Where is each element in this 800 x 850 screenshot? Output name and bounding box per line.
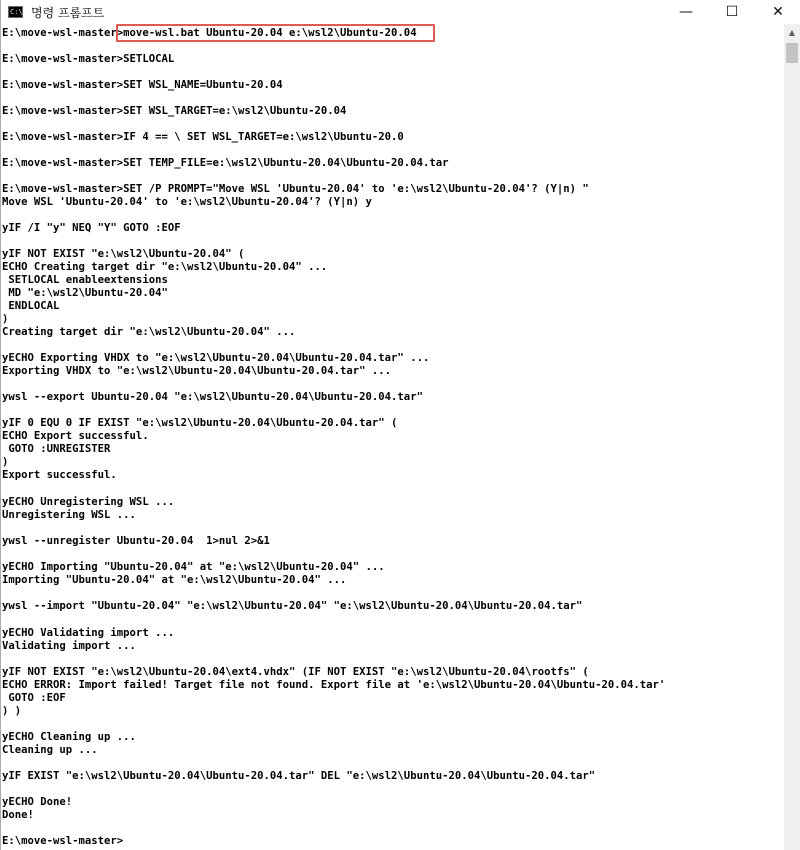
console-line: E:\move-wsl-master>SET /P PROMPT="Move WSL 'Ubuntu-20.04' to 'e:\wsl2\Ubuntu-20.04'? (Y|n) ": [2, 183, 589, 195]
maximize-button[interactable]: ☐: [725, 4, 739, 20]
scroll-thumb[interactable]: [786, 43, 798, 63]
console-line: yIF NOT EXIST "e:\wsl2\Ubuntu-20.04\ext4.vhdx" (IF NOT EXIST "e:\wsl2\Ubuntu-20.04\rootfs" (: [2, 666, 589, 678]
console-line: E:\move-wsl-master>SET TEMP_FILE=e:\wsl2\Ubuntu-20.04\Ubuntu-20.04.tar: [2, 157, 449, 169]
console-line: Creating target dir "e:\wsl2\Ubuntu-20.04" ...: [2, 326, 296, 338]
console-line: ) ): [2, 705, 22, 717]
vertical-scrollbar[interactable]: [784, 24, 800, 850]
console-line: Cleaning up ...: [2, 744, 98, 756]
console-line: yIF EXIST "e:\wsl2\Ubuntu-20.04\Ubuntu-20.04.tar" DEL "e:\wsl2\Ubuntu-20.04\Ubuntu-20.04.tar": [2, 770, 596, 782]
console-prompt-line: E:\move-wsl-master>: [2, 835, 124, 847]
console-line: Importing "Ubuntu-20.04" at "e:\wsl2\Ubuntu-20.04" ...: [2, 574, 347, 586]
console-line: yECHO Unregistering WSL ...: [2, 496, 175, 508]
cmd-app-icon[interactable]: C:\: [10, 8, 23, 16]
console-line: GOTO :EOF: [2, 692, 66, 704]
console-line: Done!: [2, 809, 34, 821]
console-line: yECHO Cleaning up ...: [2, 731, 136, 743]
console-line: Move WSL 'Ubuntu-20.04' to 'e:\wsl2\Ubuntu-20.04'? (Y|n) y: [2, 196, 372, 208]
scroll-up-arrow-icon[interactable]: ▲: [788, 28, 796, 37]
console-line: GOTO :UNREGISTER: [2, 443, 111, 455]
close-button[interactable]: ✕: [772, 4, 784, 20]
console-line: MD "e:\wsl2\Ubuntu-20.04": [2, 287, 168, 299]
console-line: ): [2, 313, 9, 325]
command-highlight-box: [116, 24, 435, 42]
console-line: yECHO Importing "Ubuntu-20.04" at "e:\wsl2\Ubuntu-20.04" ...: [2, 561, 385, 573]
console-line: E:\move-wsl-master>SETLOCAL: [2, 53, 175, 65]
console-output[interactable]: [1, 24, 785, 850]
console-line: Exporting VHDX to "e:\wsl2\Ubuntu-20.04\Ubuntu-20.04.tar" ...: [2, 365, 392, 377]
console-line: yIF /I "y" NEQ "Y" GOTO :EOF: [2, 222, 181, 234]
title-bar[interactable]: [1, 0, 800, 24]
console-line: ECHO ERROR: Import failed! Target file not found. Export file at 'e:\wsl2\Ubuntu-20.04\Ubuntu-20.04.tar': [2, 679, 666, 691]
console-line: yECHO Validating import ...: [2, 627, 175, 639]
console-line: SETLOCAL enableextensions: [2, 274, 168, 286]
console-line: E:\move-wsl-master>SET WSL_TARGET=e:\wsl2\Ubuntu-20.04: [2, 105, 347, 117]
console-line: ): [2, 456, 9, 468]
window-title: 명령 프롬프트: [31, 5, 105, 20]
console-line: yIF 0 EQU 0 IF EXIST "e:\wsl2\Ubuntu-20.04\Ubuntu-20.04.tar" (: [2, 417, 398, 429]
console-line: Unregistering WSL ...: [2, 509, 136, 521]
console-line: Validating import ...: [2, 640, 136, 652]
console-line: E:\move-wsl-master>move-wsl.bat Ubuntu-20.04 e:\wsl2\Ubuntu-20.04: [2, 27, 417, 39]
console-line: E:\move-wsl-master>IF 4 == \ SET WSL_TARGET=e:\wsl2\Ubuntu-20.0: [2, 131, 404, 143]
minimize-button[interactable]: —: [679, 4, 693, 20]
console-line: E:\move-wsl-master>SET WSL_NAME=Ubuntu-20.04: [2, 79, 283, 91]
console-line: ywsl --import "Ubuntu-20.04" "e:\wsl2\Ubuntu-20.04" "e:\wsl2\Ubuntu-20.04\Ubuntu-20.04.tar": [2, 600, 583, 612]
console-line: yIF NOT EXIST "e:\wsl2\Ubuntu-20.04" (: [2, 248, 245, 260]
console-line: yECHO Done!: [2, 796, 73, 808]
console-line: ywsl --unregister Ubuntu-20.04 1>nul 2>&1: [2, 535, 270, 547]
console-line: ENDLOCAL: [2, 300, 60, 312]
console-line: yECHO Exporting VHDX to "e:\wsl2\Ubuntu-20.04\Ubuntu-20.04.tar" ...: [2, 352, 430, 364]
console-line: ECHO Export successful.: [2, 430, 149, 442]
console-line: ywsl --export Ubuntu-20.04 "e:\wsl2\Ubuntu-20.04\Ubuntu-20.04.tar": [2, 391, 423, 403]
console-line: Export successful.: [2, 469, 117, 481]
console-line: ECHO Creating target dir "e:\wsl2\Ubuntu-20.04" ...: [2, 261, 328, 273]
